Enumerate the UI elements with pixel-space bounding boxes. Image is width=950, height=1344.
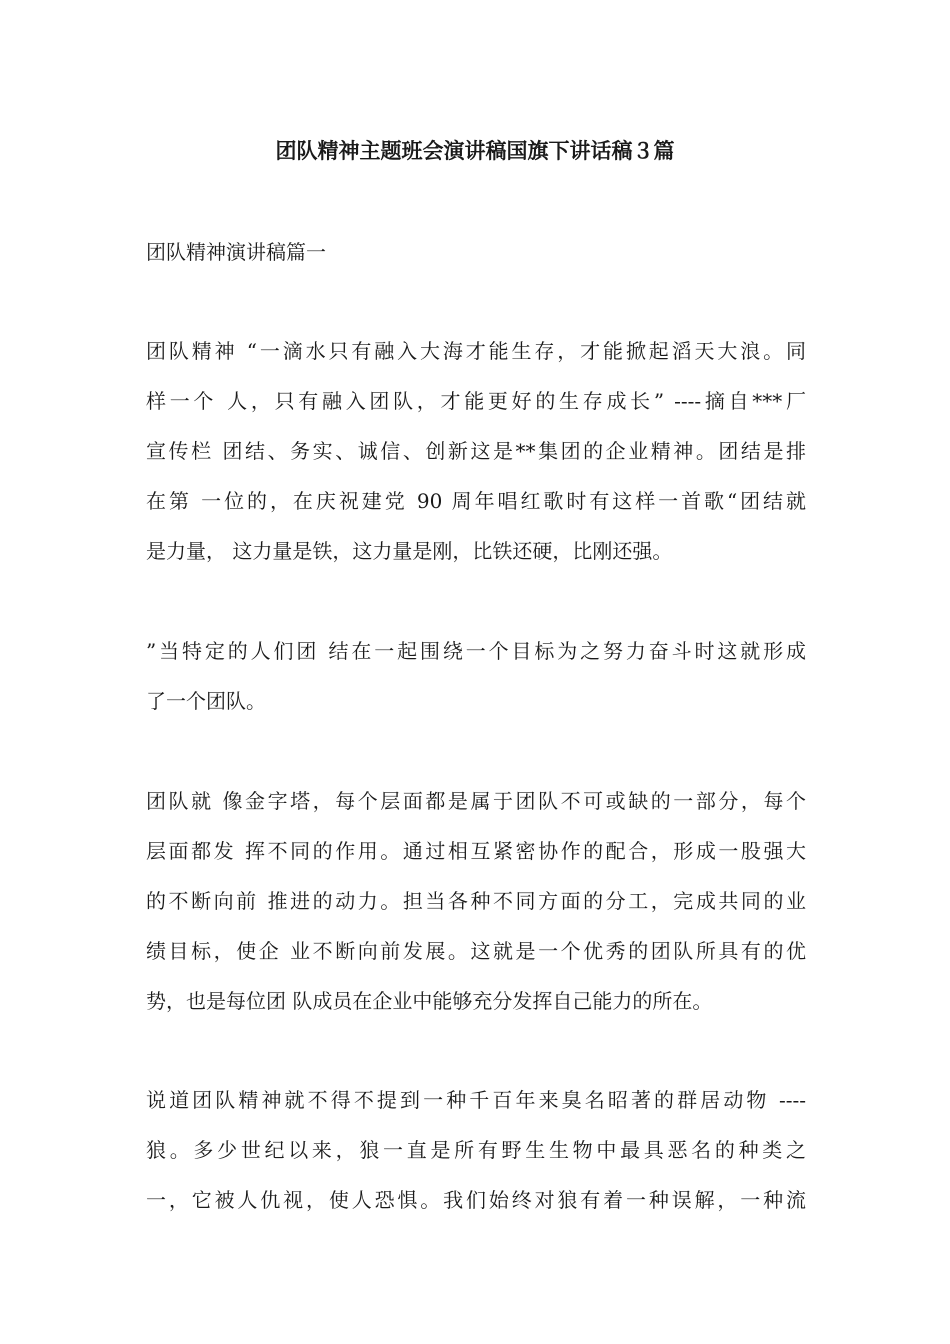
text-line: 宣传栏 团结、务实、诚信、创新这是**集团的企业精神。团结是排 <box>146 439 806 463</box>
paragraph-1 <box>146 326 806 576</box>
text-line: 团队就 像金字塔，每个层面都是属于团队不可或缺的一部分，每个 <box>146 789 806 813</box>
text-line: 说道团队精神就不得不提到一种千百年来臭名昭著的群居动物 ---- <box>146 1088 806 1112</box>
text-line: 的不断向前 推进的动力。担当各种不同方面的分工，完成共同的业 <box>146 889 806 913</box>
text-line: 层面都发 挥不同的作用。通过相互紧密协作的配合，形成一股强大 <box>146 839 806 863</box>
text-line: 势，也是每位团 队成员在企业中能够充分发挥自己能力的所在。 <box>146 989 713 1013</box>
text-line: 一，它被人仇视，使人恐惧。我们始终对狼有着一种误解，一种流 <box>146 1188 806 1212</box>
paragraph-3 <box>146 776 806 1026</box>
paragraph-4 <box>146 1075 806 1225</box>
text-line: 绩目标，使企 业不断向前发展。这就是一个优秀的团队所具有的优 <box>146 939 806 963</box>
text-line: 狼。多少世纪以来，狼一直是所有野生生物中最具恶名的种类之 <box>146 1138 806 1162</box>
section-heading: 团队精神演讲稿篇一 <box>146 240 326 264</box>
document-title: 团队精神主题班会演讲稿国旗下讲话稿３篇 <box>275 139 675 163</box>
text-line: 是力量， 这力量是铁，这力量是刚，比铁还硬，比刚还强。 <box>146 539 673 563</box>
text-line: 团队精神 “一滴水只有融入大海才能生存，才能掀起滔天大浪。同 <box>146 339 806 363</box>
paragraph-2 <box>146 626 806 726</box>
text-line: ”当特定的人们团 结在一起围绕一个目标为之努力奋斗时这就形成 <box>146 639 806 663</box>
text-line: 了一个团队。 <box>146 689 266 713</box>
text-line: 样一个 人，只有融入团队，才能更好的生存成长” ----摘自***厂 <box>146 389 806 413</box>
text-line: 在第 一位的，在庆祝建党 90 周年唱红歌时有这样一首歌“团结就 <box>146 489 806 513</box>
